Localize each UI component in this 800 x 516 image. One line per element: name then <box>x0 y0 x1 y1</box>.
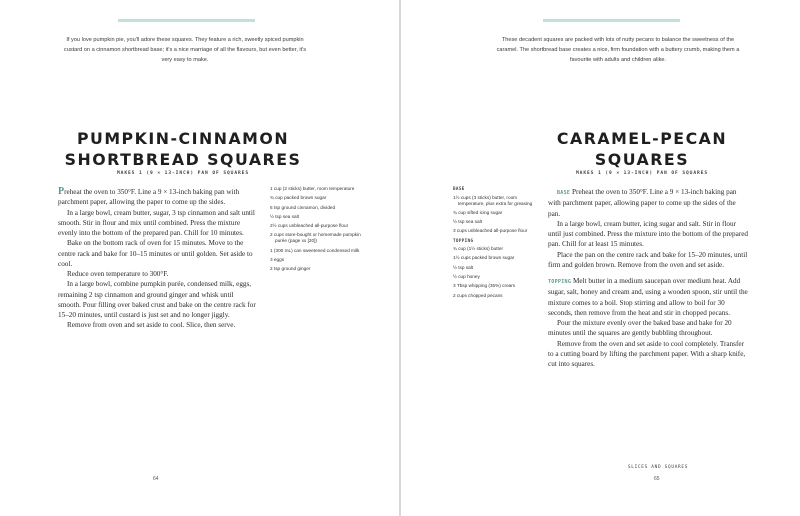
recipe-title-line1: PUMPKIN-CINNAMON <box>76 129 290 148</box>
ingredient-item: 2½ cups unbleached all-purpose flour <box>270 223 349 229</box>
decorative-rule <box>543 19 680 22</box>
method-step: Reduce oven temperature to 300°F. <box>67 270 169 278</box>
ingredient-item: 3 eggs <box>270 257 285 263</box>
method-step: Place the pan on the centre rack and bake for 15–20 minutes, until firm and golden brown. Remove from the oven and set aside. <box>548 250 748 269</box>
method-step: TOPPING Melt butter in a medium saucepan over medium heat. Add sugar, salt, honey and cream and, using a wooden spoon, stir until the mixture comes to a boil. Stop stirring and allow to boil for 30 seconds, then remove from the heat and stir in chopped pecans. <box>548 277 748 317</box>
section-label: BASE <box>557 190 571 196</box>
ingredient-item: 1½ cups packed brown sugar <box>453 255 515 261</box>
recipe-intro: These decadent squares are packed with lots of nutty pecans to balance the sweetness of the caramel. The shortbread base creates a nice, firm foundation with a buttery crumb, making them a favourite with adults and children alike. <box>496 37 740 64</box>
method-step: Remove from oven and set aside to cool. Slice, then serve. <box>67 321 236 330</box>
method-step: In a large bowl, combine pumpkin purée, condensed milk, eggs, remaining 2 tsp cinnamon and ground ginger and whisk until smooth. Pour filling over baked crust and bake on the centre rack for 15–20 minutes, until custard is just set and no longer jiggly. <box>58 280 256 319</box>
ingredient-item: ½ cup honey <box>453 274 480 280</box>
ingredient-section-heading: BASE <box>453 186 465 191</box>
ingredient-item: 3 cups unbleached all-purpose flour <box>453 228 528 234</box>
ingredient-item: ¾ cup sifted icing sugar <box>453 209 503 215</box>
recipe-title <box>494 128 790 170</box>
right-page <box>401 0 800 516</box>
ingredient-item: ½ tsp sea salt <box>270 213 299 219</box>
recipe-title-line2: SQUARES <box>594 150 690 169</box>
method-step: In a large bowl, cream butter, icing sugar and salt. Stir in flour until just combined. Press the mixture into the bottom of the prepared pan. Chill for at least 15 minutes. <box>548 219 749 249</box>
ingredient-item: ½ tsp sea salt <box>453 219 482 225</box>
running-head: SLICES AND SQUARES <box>627 465 689 470</box>
drop-cap: P <box>58 186 65 197</box>
ingredient-item: ¾ cup (1½ sticks) butter <box>453 246 504 252</box>
page-number: 65 <box>654 476 660 482</box>
page-number: 64 <box>153 476 159 482</box>
recipe-title <box>28 128 338 170</box>
recipe-intro: If you love pumpkin pie, you'll adore these squares. They feature a rich, sweetly spiced pumpkin custard on a cinnamon shortbread base; it's a nice marriage of all the flavours, but even better, it's very easy to make. <box>63 37 307 64</box>
method-step: In a large bowl, cream butter, sugar, 3 tsp cinnamon and salt until smooth. Stir in flour and mix until combined. Press the mixture evenly into the bottom of the prepared pan. Chill for 10 minutes. <box>58 208 255 237</box>
ingredient-item: ¾ cup packed brown sugar <box>270 195 327 201</box>
ingredient-item: 5 tsp ground cinnamon, divided <box>270 204 336 210</box>
method-step: BASE Preheat the oven to 350°F. Line a 9 × 13-inch baking pan with parchment paper, allowing paper to come up the sides of the pan. <box>548 188 737 218</box>
recipe-yield: MAKES 1 (9 × 13-INCH) PAN OF SQUARES <box>576 171 708 176</box>
ingredient-item: 3 Tbsp whipping (36%) cream <box>453 283 516 289</box>
ingredient-item: 1½ cups (3 sticks) butter, room temperature, plus extra for greasing <box>453 194 533 206</box>
ingredient-list <box>270 186 366 276</box>
ingredient-item: 2 tsp ground ginger <box>270 266 311 272</box>
recipe-title-line1: CARAMEL-PECAN <box>556 129 728 148</box>
left-page <box>0 0 399 516</box>
method-step: Preheat the oven to 350°F. Line a 9 × 13-inch baking pan with parchment paper, allowing the paper to come up the sides. <box>58 186 240 207</box>
recipe-method <box>548 187 748 369</box>
decorative-rule <box>118 19 255 22</box>
section-label: TOPPING <box>548 279 572 285</box>
method-step: Remove from the oven and set aside to cool completely. Transfer to a cutting board by lifting the parchment paper. With a sharp knife, cut into squares. <box>548 339 746 368</box>
ingredient-list <box>453 186 541 302</box>
recipe-title-line2: SHORTBREAD SQUARES <box>64 150 302 169</box>
ingredient-item: ½ tsp salt <box>453 264 474 270</box>
ingredient-section-heading: TOPPING <box>453 237 474 243</box>
ingredient-item: 2 cups chopped pecans <box>453 292 503 298</box>
recipe-yield: MAKES 1 (9 × 13-INCH) PAN OF SQUARES <box>117 171 249 176</box>
ingredient-item: 1 cup (2 sticks) butter, room temperature <box>270 186 355 191</box>
recipe-method <box>58 187 258 331</box>
ingredient-item: 1 (300 mL) can sweetened condensed milk <box>270 247 360 253</box>
method-step: Pour the mixture evenly over the baked base and bake for 20 minutes until the squares are gently bubbling throughout. <box>548 319 732 338</box>
ingredient-item: 2 cups store-bought or homemade pumpkin purée (page xx [20]) <box>270 232 361 244</box>
method-step: Bake on the bottom rack of oven for 15 minutes. Move to the centre rack and bake for 10–15 minutes or until golden. Set aside to cool. <box>58 239 253 268</box>
